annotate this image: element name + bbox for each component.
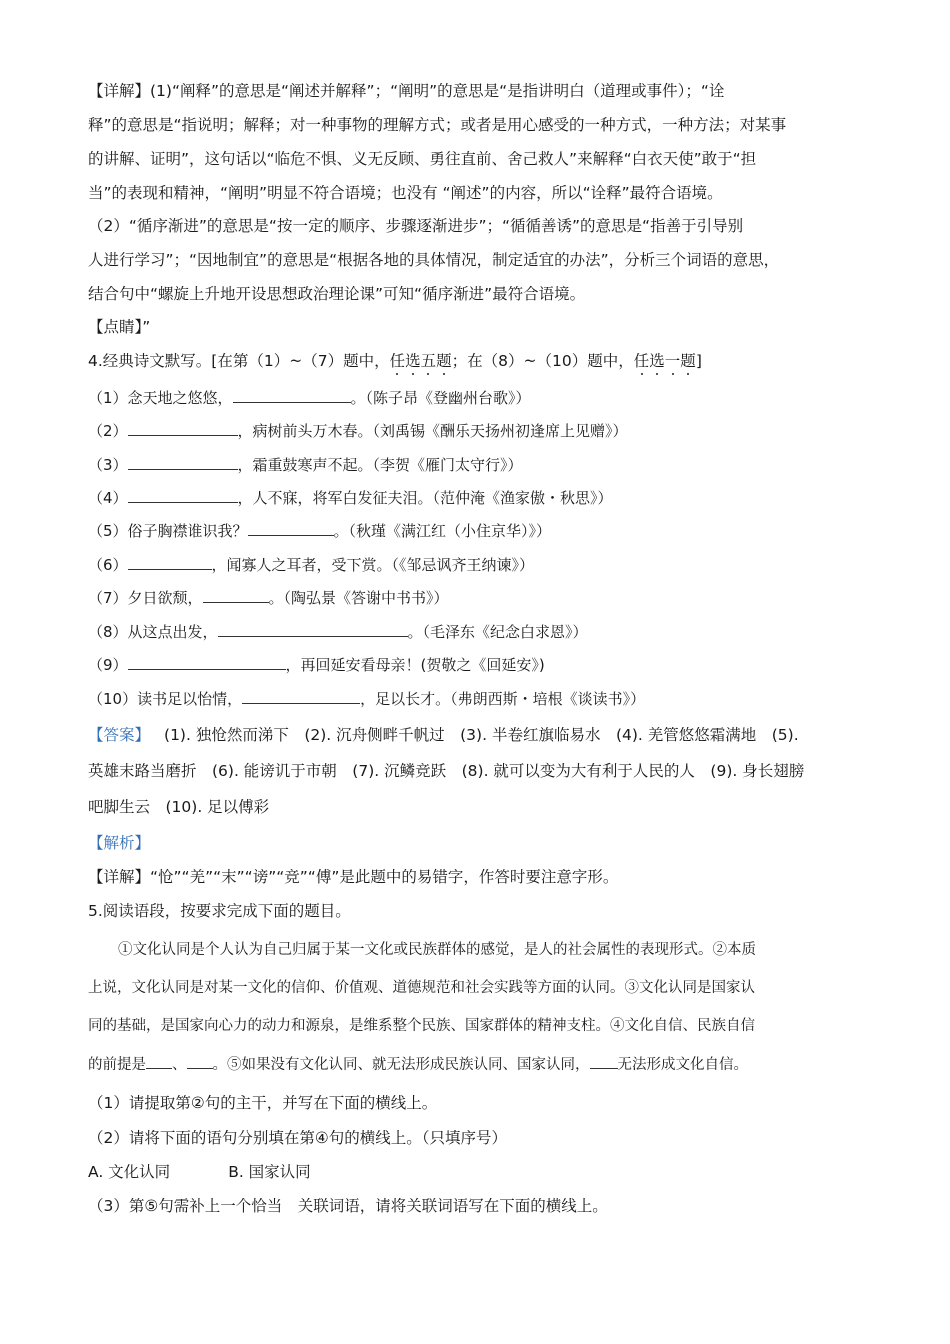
answer-blank[interactable] <box>203 587 269 603</box>
answer-blank[interactable] <box>128 654 286 670</box>
q5-options <box>88 1161 311 1183</box>
q3-detail-line-3: 的讲解、证明”，这句话以“临危不惧、义无反顾、勇往直前、舍己救人”来解释“白衣天使”敢于“担 <box>88 150 757 168</box>
answer-blank[interactable] <box>233 387 351 403</box>
answer-blank[interactable] <box>218 621 408 637</box>
q4-answer-line-1: 【答案】 (1). 独怆然而涕下 (2). 沉舟侧畔千帆过 (3). 半卷红旗临易水 (4). 羌管悠悠霜满地 (5). <box>88 726 799 744</box>
answer-blank[interactable] <box>128 420 238 436</box>
answer-blank[interactable] <box>128 554 212 570</box>
q3-detail-line-6: 人进行学习”；“因地制宜”的意思是“根据各地的具体情况，制定适宜的办法”，分析三个词语的意思， <box>88 251 780 269</box>
q4-title: 4.经典诗文默写。[在第（1）~（7）题中，任选五题；在（8）~（10）题中，任选一题] <box>88 352 702 370</box>
option-b: B. 国家认同 <box>228 1163 311 1181</box>
analysis-label: 【解析】 <box>88 834 151 852</box>
q3-dianjing: 【点睛】” <box>88 318 151 336</box>
q5-passage-line-1: ①文化认同是个人认为自己归属于某一文化或民族群体的感觉，是人的社会属性的表现形式。②本质 <box>118 942 756 958</box>
q4-item-8: （8）从这点出发， 。（毛泽东《纪念白求恩》） <box>88 623 588 641</box>
q4-detail: 【详解】“怆”“羌”“末”“谤”“竞”“傅”是此题中的易错字，作答时要注意字形。 <box>88 868 619 886</box>
q4-answer-line-2: 英雄末路当磨折 (6). 能谤讥于市朝 (7). 沉鳞竞跃 (8). 就可以变为大有利于人民的人 (9). 身长翅膀 <box>88 762 805 780</box>
q5-title: 5.阅读语段，按要求完成下面的题目。 <box>88 902 351 920</box>
q3-detail-line-1: 【详解】(1)“阐释”的意思是“阐述并解释”；“阐明”的意思是“是指讲明白（道理或事件）；“诠 <box>88 82 725 100</box>
q4-item-2: （2） ，病树前头万木春。（刘禹锡《酬乐天扬州初逢席上见赠》） <box>88 422 628 440</box>
q3-detail-line-7: 结合句中“螺旋上升地开设思想政治理论课”可知“循序渐进”最符合语境。 <box>88 285 586 303</box>
answer-label: 【答案】 <box>88 726 151 744</box>
answer-blank[interactable] <box>146 1053 172 1069</box>
q5-sub-2: （2）请将下面的语句分别填在第④句的横线上。（只填序号） <box>88 1129 508 1147</box>
answer-blank[interactable] <box>187 1053 213 1069</box>
q4-item-4: （4） ，人不寐，将军白发征夫泪。（范仲淹《渔家傲・秋思》） <box>88 489 613 507</box>
q5-sub-1: （1）请提取第②句的主干，并写在下面的横线上。 <box>88 1094 438 1112</box>
q5-passage-line-2: 上说，文化认同是对某一文化的信仰、价值观、道德规范和社会实践等方面的认同。③文化认同是国家认 <box>88 980 755 996</box>
answer-blank[interactable] <box>590 1053 618 1069</box>
answer-blank[interactable] <box>242 688 360 704</box>
answer-blank[interactable] <box>248 520 334 536</box>
answer-blank[interactable] <box>128 454 238 470</box>
q4-item-3: （3） ，霜重鼓寒声不起。（李贺《雁门太守行》） <box>88 456 523 474</box>
q5-passage-line-4: 的前提是 、 。⑤如果没有文化认同、就无法形成民族认同、国家认同， 无法形成文化自信。 <box>88 1053 748 1076</box>
answer-blank[interactable] <box>128 487 238 503</box>
q4-item-1: （1）念天地之悠悠， 。（陈子昂《登幽州台歌》） <box>88 389 531 407</box>
q3-detail-line-2: 释”的意思是“指说明；解释；对一种事物的理解方式；或者是用心感受的一种方式，一种方法；对某事 <box>88 116 787 134</box>
q4-answer-line-3: 吧脚生云 (10). 足以傅彩 <box>88 798 270 816</box>
q4-item-6: （6） ，闻寡人之耳者，受下赏。（《邹忌讽齐王纳谏》） <box>88 556 535 574</box>
q5-passage-line-3: 同的基础，是国家向心力的动力和源泉，是维系整个民族、国家群体的精神支柱。④文化自信、民族自信 <box>88 1018 755 1034</box>
q4-item-9: （9） ，再回延安看母亲！(贺敬之《回延安》) <box>88 656 545 674</box>
q4-item-10: （10）读书足以怡情， ，足以长才。（弗朗西斯・培根《谈读书》） <box>88 690 646 708</box>
q5-sub-3: （3）第⑤句需补上一个恰当 关联词语，请将关联词语写在下面的横线上。 <box>88 1197 608 1215</box>
q4-item-5: （5）俗子胸襟谁识我？ 。（秋瑾《满江红（小住京华）》） <box>88 522 552 540</box>
q3-detail-line-5: （2）“循序渐进”的意思是“按一定的顺序、步骤逐渐进步”；“循循善诱”的意思是“指善于引导别 <box>88 217 744 235</box>
q3-detail-line-4: 当”的表现和精神，“阐明”明显不符合语境；也没有 “阐述”的内容，所以“诠释”最符合语境。 <box>88 184 723 202</box>
q4-item-7: （7）夕日欲颓， 。（陶弘景《答谢中书书》） <box>88 589 449 607</box>
option-a: A. 文化认同 <box>88 1163 171 1181</box>
